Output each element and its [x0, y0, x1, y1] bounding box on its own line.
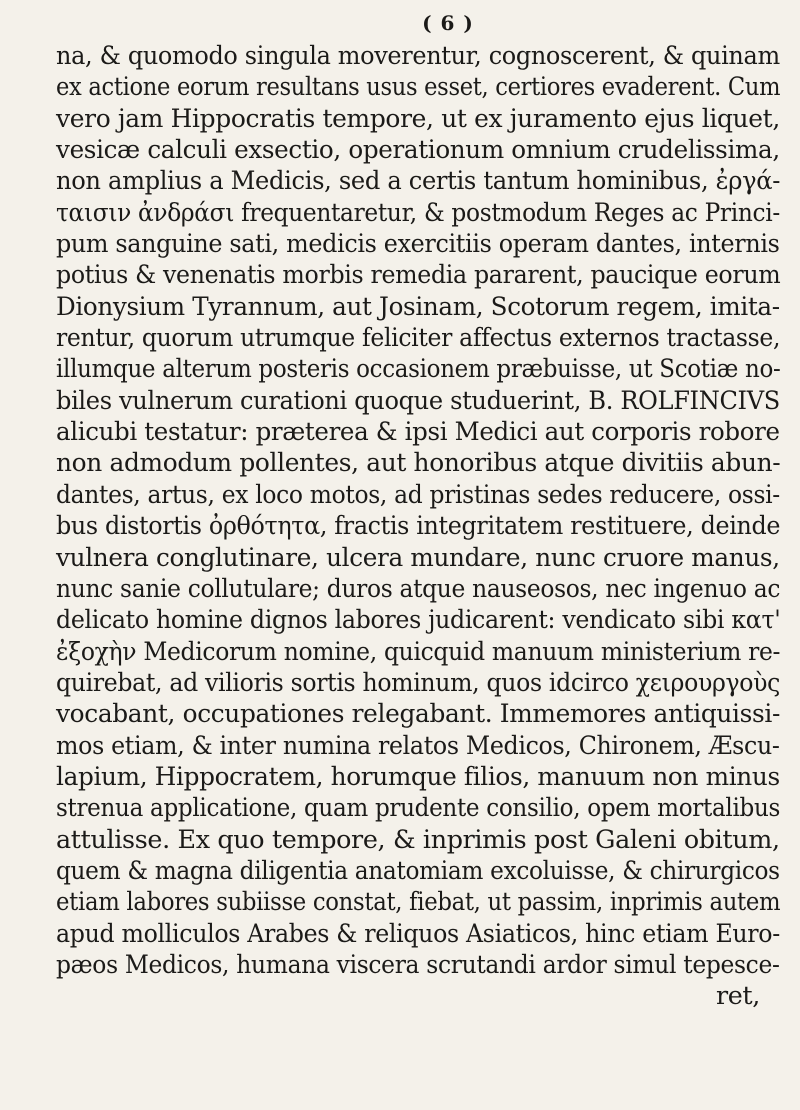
text-line: non amplius a Medicis, sed a certis tantum hominibus, ἐργά-	[56, 165, 781, 196]
text-line: quem & magna diligentia anatomiam excoluisse, & chirurgicos	[56, 854, 780, 885]
text-line: dantes, artus, ex loco motos, ad pristinas sedes reducere, ossi-	[56, 478, 780, 509]
text-line: mos etiam, & inter numina relatos Medicos, Chironem, Æscu-	[56, 729, 780, 760]
text-line: ταισιν ἀνδράσι frequentaretur, & postmodum Reges ac Princi-	[56, 196, 780, 227]
text-line: bus distortis ὀρθότητα, fractis integritatem restituere, deinde	[56, 510, 781, 541]
text-line: pæos Medicos, humana viscera scrutandi ardor simul tepesce-	[56, 948, 780, 979]
text-line: nunc sanie collutulare; duros atque nauseosos, nec ingenuo ac	[56, 572, 781, 603]
text-line: attulisse. Ex quo tempore, & inprimis post Galeni obitum,	[56, 823, 780, 854]
text-line: biles vulnerum curationi quoque studuerint, B. ROLFINCIVS	[56, 384, 780, 415]
catchword: ret,	[715, 980, 760, 1011]
text-line: apud molliculos Arabes & reliquos Asiaticos, hinc etiam Euro-	[56, 917, 780, 948]
text-line: vocabant, occupationes relegabant. Immemores antiquissi-	[56, 698, 781, 729]
text-line: illumque alterum posteris occasionem præbuisse, ut Scotiæ no-	[56, 353, 781, 384]
text-line: Dionysium Tyrannum, aut Josinam, Scotorum regem, imita-	[56, 290, 780, 321]
text-line: etiam labores subiisse constat, fiebat, ut passim, inprimis autem	[56, 886, 781, 917]
text-line: vero jam Hippocratis tempore, ut ex juramento ejus liquet,	[56, 102, 780, 133]
text-line: vulnera conglutinare, ulcera mundare, nunc cruore manus,	[56, 541, 780, 572]
body-text	[56, 40, 780, 1012]
text-line: rentur, quorum utrumque feliciter affectus externos tractasse,	[56, 322, 781, 353]
text-line: potius & venenatis morbis remedia pararent, paucique eorum	[56, 259, 781, 290]
text-line: delicato homine dignos labores judicarent: vendicato sibi κατ'	[56, 604, 781, 635]
text-line: lapium, Hippocratem, horumque filios, manuum non minus	[56, 760, 780, 791]
text-line: quirebat, ad vilioris sortis hominum, quos idcirco χειρουργοὺς	[56, 666, 780, 697]
text-line: vesicæ calculi exsectio, operationum omnium crudelissima,	[56, 134, 780, 165]
text-line: ἐξοχὴν Medicorum nomine, quicquid manuum ministerium re-	[56, 635, 781, 666]
text-line: na, & quomodo singula moverentur, cognoscerent, & quinam	[56, 40, 780, 70]
page-number-header: ( 6 )	[422, 11, 474, 35]
text-line: non admodum pollentes, aut honoribus atque divitiis abun-	[56, 447, 781, 478]
text-line: strenua applicatione, quam prudente consilio, opem mortalibus	[56, 792, 781, 823]
text-line: ex actione eorum resultans usus esset, certiores evaderent. Cum	[56, 71, 781, 102]
text-line: pum sanguine sati, medicis exercitiis operam dantes, internis	[56, 228, 780, 259]
text-line: alicubi testatur: præterea & ipsi Medici aut corporis robore	[56, 416, 780, 447]
